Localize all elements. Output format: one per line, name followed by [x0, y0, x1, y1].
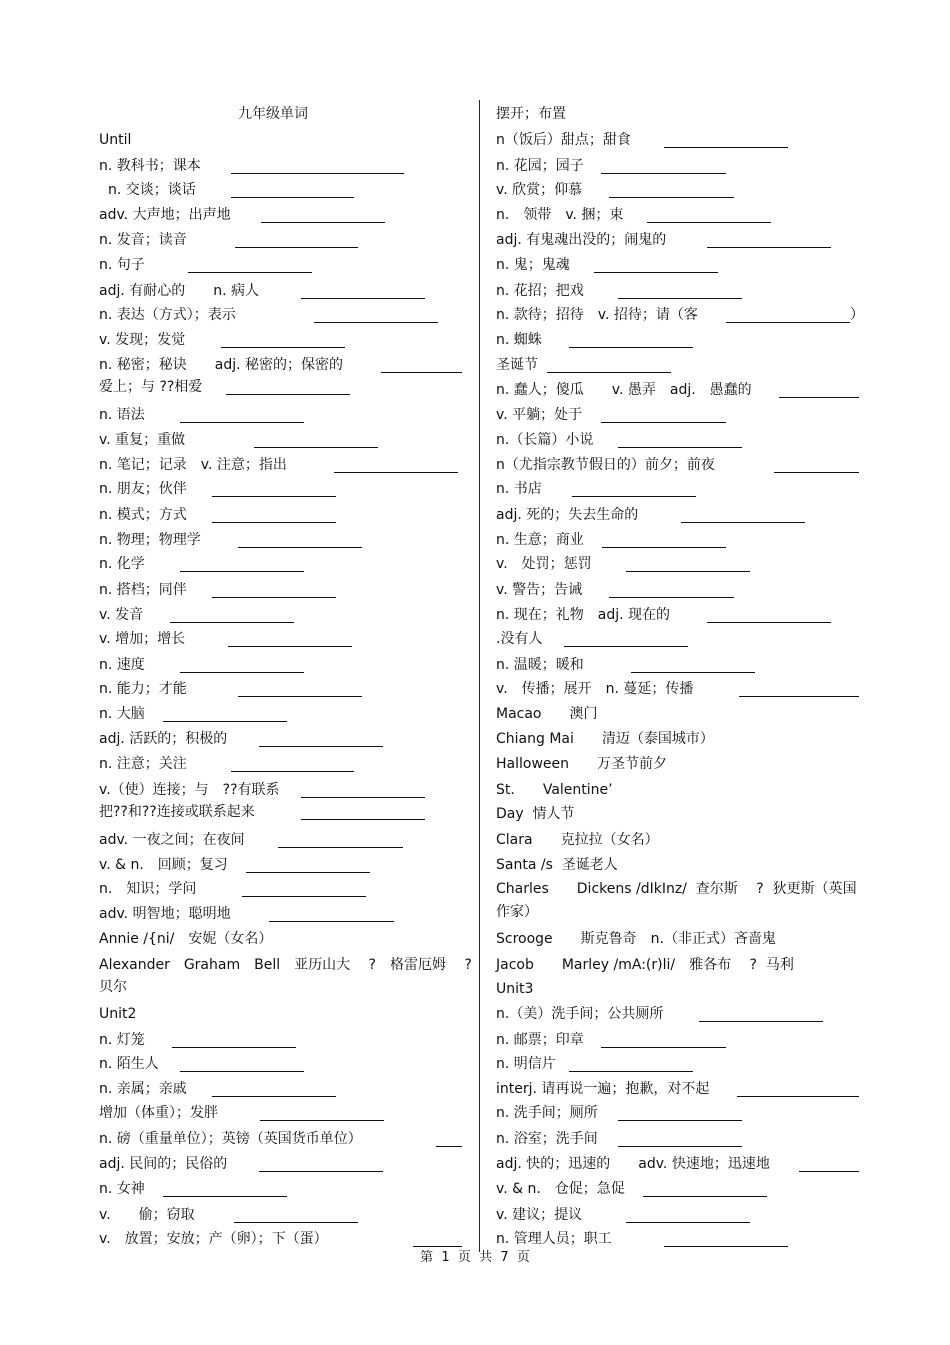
vocab-line: n. 书店 [496, 481, 542, 497]
vocab-line: 作家） [496, 904, 538, 920]
vocab-line: n. 蠢人；傻瓜 v. 愚弄 adj. 愚蠢的 [496, 382, 752, 398]
answer-blank[interactable] [172, 1047, 296, 1048]
answer-blank[interactable] [547, 372, 671, 373]
vocab-line: n.（美）洗手间；公共厕所 [496, 1006, 664, 1022]
answer-blank[interactable] [436, 1146, 462, 1147]
answer-blank[interactable] [269, 921, 394, 922]
answer-blank[interactable] [707, 247, 831, 248]
vocab-line: n（尤指宗教节假日的）前夕；前夜 [496, 457, 715, 473]
answer-blank[interactable] [609, 197, 734, 198]
vocab-line: n. 浴室；洗手间 [496, 1131, 598, 1147]
answer-blank[interactable] [228, 646, 352, 647]
vocab-line: Scrooge 斯克鲁奇 n.（非正式）吝啬鬼 [496, 931, 776, 947]
answer-blank[interactable] [254, 447, 378, 448]
vocab-line: v. 传播；展开 n. 蔓延；传播 [496, 681, 694, 697]
answer-blank[interactable] [259, 746, 383, 747]
vocab-line: n. 表达（方式）；表示 [99, 307, 236, 323]
vocab-line: v. 重复；重做 [99, 432, 186, 448]
vocab-line: Clara 克拉拉（女名） [496, 832, 659, 848]
vocab-line: n. 大脑 [99, 706, 145, 722]
answer-blank[interactable] [569, 347, 693, 348]
vocab-line: Alexander Graham Bell 亚历山大 ? 格雷厄姆 ? [99, 957, 472, 973]
vocab-line: Annie /{ni/ 安妮（女名） [99, 931, 273, 947]
vocab-line: adj. 活跃的；积极的 [99, 731, 228, 747]
answer-blank[interactable] [301, 819, 425, 820]
vocab-line: v.（使）连接；与 ??有联系 [99, 782, 280, 798]
vocab-line: Day 情人节 [496, 806, 575, 822]
answer-blank[interactable] [261, 222, 385, 223]
vocab-line: v. 偷；窃取 [99, 1207, 195, 1223]
vocab-line: n. 朋友；伙伴 [99, 481, 187, 497]
vocab-line: n. 磅（重量单位）；英镑（英国货币单位） [99, 1131, 362, 1147]
answer-blank[interactable] [238, 696, 362, 697]
vocab-line: v. 建议；提议 [496, 1207, 583, 1223]
answer-blank[interactable] [180, 672, 304, 673]
answer-blank[interactable] [234, 1222, 358, 1223]
answer-blank[interactable] [569, 1071, 693, 1072]
answer-blank[interactable] [301, 298, 425, 299]
answer-blank[interactable] [188, 272, 312, 273]
vocab-line: n. 洗手间；厕所 [496, 1105, 598, 1121]
vocab-line: n. 知识；学问 [99, 881, 197, 897]
vocab-line: n（饭后）甜点；甜食 [496, 132, 631, 148]
vocab-line: n. 邮票；印章 [496, 1032, 584, 1048]
answer-blank[interactable] [259, 1171, 383, 1172]
vocab-line: v. & n. 仓促；急促 [496, 1181, 625, 1197]
vocab-line: v. 欣赏；仰慕 [496, 182, 583, 198]
answer-blank[interactable] [381, 372, 462, 373]
answer-blank[interactable] [231, 771, 354, 772]
answer-blank[interactable] [212, 522, 336, 523]
answer-blank[interactable] [602, 547, 726, 548]
vocab-line: v. 发现；发觉 [99, 332, 186, 348]
answer-blank[interactable] [726, 322, 850, 323]
vocab-line: n. 管理人员；职工 [496, 1231, 612, 1247]
answer-blank[interactable] [626, 1222, 750, 1223]
answer-blank[interactable] [163, 1196, 287, 1197]
vocab-line: v. 放置；安放；产（卵）；下（蛋） [99, 1231, 328, 1247]
vocab-line: n. 速度 [99, 657, 145, 673]
vocab-line: v. 平躺；处于 [496, 407, 583, 423]
vocab-line: n. 花园；园子 [496, 158, 584, 174]
vocab-line: Unit3 [496, 981, 534, 997]
answer-blank[interactable] [564, 646, 688, 647]
page-title: 九年级单词 [238, 106, 308, 122]
vocab-line: v. & n. 回顾；复习 [99, 857, 228, 873]
vocab-line: n. 陌生人 [99, 1056, 159, 1072]
answer-blank[interactable] [231, 173, 404, 174]
vocab-line: Macao 澳门 [496, 706, 598, 722]
vocab-line: n. 灯笼 [99, 1032, 145, 1048]
vocab-line: n. 生意；商业 [496, 532, 584, 548]
answer-blank[interactable] [413, 1246, 462, 1247]
vocab-line: Until [99, 132, 132, 148]
vocab-line: n. 款待；招待 v. 招待；请（客 [496, 307, 698, 323]
vocab-line: 增加（体重）；发胖 [99, 1105, 218, 1121]
vocab-line: adv. 明智地；聪明地 [99, 906, 231, 922]
answer-blank[interactable] [799, 1171, 859, 1172]
answer-blank[interactable] [609, 597, 734, 598]
answer-blank[interactable] [334, 472, 458, 473]
answer-blank[interactable] [594, 272, 718, 273]
answer-blank[interactable] [739, 696, 859, 697]
vocab-line: v. 警告；告诫 [496, 582, 583, 598]
answer-blank[interactable] [314, 322, 438, 323]
answer-blank[interactable] [226, 394, 350, 395]
answer-blank[interactable] [618, 298, 742, 299]
vocab-line: 把??和??连接或联系起来 [99, 804, 255, 820]
answer-blank[interactable] [180, 1071, 304, 1072]
vocab-line: n. 亲属；亲戚 [99, 1081, 187, 1097]
vocab-line: n. 语法 [99, 407, 145, 423]
answer-blank[interactable] [601, 173, 726, 174]
answer-blank[interactable] [301, 797, 425, 798]
answer-blank[interactable] [212, 1096, 336, 1097]
vocab-line: Charles Dickens /dIkInz/ 查尔斯 ? 狄更斯（英国 [496, 881, 857, 897]
vocab-line: 摆开；布置 [496, 106, 566, 122]
answer-blank[interactable] [631, 672, 755, 673]
answer-blank[interactable] [618, 447, 742, 448]
page-footer: 第 1 页 共 7 页 [420, 1250, 530, 1265]
answer-blank[interactable] [278, 847, 403, 848]
answer-blank[interactable] [180, 422, 304, 423]
answer-blank[interactable] [163, 721, 287, 722]
vocab-line: n. 搭档；同伴 [99, 582, 187, 598]
vocab-line: adj. 民间的；民俗的 [99, 1156, 228, 1172]
vocab-line: adj. 有耐心的 n. 病人 [99, 283, 260, 299]
vocab-line: n. 鬼；鬼魂 [496, 257, 570, 273]
vocab-line: St. Valentine’ [496, 782, 613, 798]
answer-blank[interactable] [618, 1146, 742, 1147]
vocab-line: Halloween 万圣节前夕 [496, 756, 668, 772]
vocab-line: 圣诞节 [496, 357, 538, 373]
closing-paren: ） [850, 307, 864, 323]
answer-blank[interactable] [231, 197, 354, 198]
vocab-line: adv. 大声地；出声地 [99, 207, 231, 223]
vocab-line: n. 发音；读音 [99, 232, 187, 248]
answer-blank[interactable] [626, 571, 750, 572]
answer-blank[interactable] [699, 1021, 823, 1022]
answer-blank[interactable] [643, 1196, 767, 1197]
answer-blank[interactable] [618, 1120, 742, 1121]
answer-blank[interactable] [242, 896, 366, 897]
answer-blank[interactable] [260, 1120, 384, 1121]
vocab-line: n. 蜘蛛 [496, 332, 542, 348]
answer-blank[interactable] [170, 622, 294, 623]
vocab-line: Unit2 [99, 1006, 137, 1022]
vocab-line: n. 秘密；秘诀 adj. 秘密的；保密的 [99, 357, 344, 373]
vocab-line: n.（长篇）小说 [496, 432, 594, 448]
vocab-line: n. 句子 [99, 257, 145, 273]
answer-blank[interactable] [601, 422, 726, 423]
vocab-line: n. 花招；把戏 [496, 283, 584, 299]
vocab-line: adv. 一夜之间；在夜间 [99, 832, 245, 848]
vocab-line: n. 化学 [99, 556, 145, 572]
vocab-line: adj. 有鬼魂出没的；闹鬼的 [496, 232, 667, 248]
vocab-line: adj. 快的；迅速的 adv. 快速地；迅速地 [496, 1156, 770, 1172]
vocab-line: n. 能力；才能 [99, 681, 187, 697]
vocab-line: n. 领带 v. 捆；束 [496, 207, 624, 223]
vocab-line: n. 注意；关注 [99, 756, 187, 772]
answer-blank[interactable] [779, 397, 859, 398]
vocab-line: .没有人 [496, 631, 543, 647]
answer-blank[interactable] [664, 1246, 788, 1247]
vocab-line: v. 增加；增长 [99, 631, 186, 647]
vocab-line: adj. 死的；失去生命的 [496, 507, 639, 523]
answer-blank[interactable] [221, 347, 345, 348]
answer-blank[interactable] [235, 247, 358, 248]
answer-blank[interactable] [180, 571, 304, 572]
vocab-line: n. 教科书；课本 [99, 158, 201, 174]
answer-blank[interactable] [601, 1047, 726, 1048]
answer-blank[interactable] [774, 472, 859, 473]
vocab-line: Santa /s 圣诞老人 [496, 857, 618, 873]
vocab-line: n. 物理；物理学 [99, 532, 201, 548]
answer-blank[interactable] [737, 1096, 859, 1097]
vocab-line: 爱上；与 ??相爱 [99, 379, 203, 395]
vocab-line: Jacob Marley /mA:(r)li/ 雅各布 ? 马利 [496, 957, 794, 973]
answer-blank[interactable] [664, 147, 788, 148]
answer-blank[interactable] [246, 872, 370, 873]
vocab-line: 贝尔 [99, 979, 127, 995]
column-divider [479, 100, 480, 1252]
answer-blank[interactable] [238, 547, 362, 548]
vocab-line: v. 发音 [99, 607, 144, 623]
answer-blank[interactable] [647, 222, 771, 223]
vocab-line: v. 处罚；惩罚 [496, 556, 592, 572]
answer-blank[interactable] [707, 622, 831, 623]
vocab-line: n. 笔记；记录 v. 注意；指出 [99, 457, 287, 473]
vocab-line: n. 模式；方式 [99, 507, 187, 523]
vocab-line: n. 女神 [99, 1181, 145, 1197]
vocab-line: n. 现在；礼物 adj. 现在的 [496, 607, 671, 623]
vocab-line: Chiang Mai 清迈（泰国城市） [496, 731, 714, 747]
vocab-line: n. 温暖；暖和 [496, 657, 584, 673]
vocab-line: n. 明信片 [496, 1056, 556, 1072]
vocab-line: interj. 请再说一遍；抱歉，对不起 [496, 1081, 710, 1097]
answer-blank[interactable] [572, 496, 696, 497]
answer-blank[interactable] [212, 597, 336, 598]
answer-blank[interactable] [212, 496, 336, 497]
vocab-line: n. 交谈；谈话 [108, 182, 196, 198]
answer-blank[interactable] [681, 522, 805, 523]
